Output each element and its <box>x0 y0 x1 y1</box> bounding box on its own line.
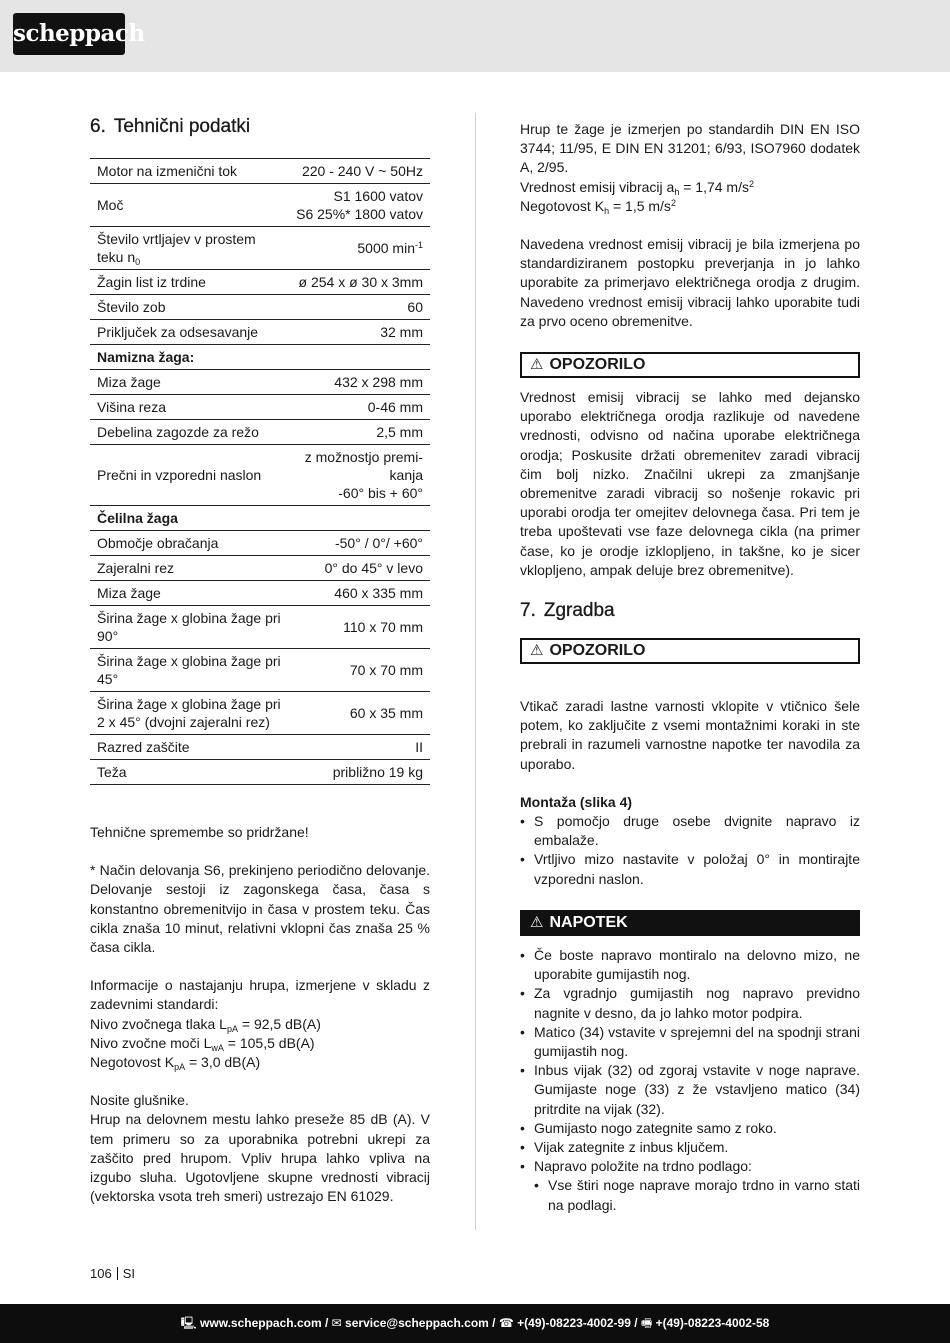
list-item: • Vijak zategnite z inbus ključem. <box>520 1138 860 1157</box>
spec-label: Število zob <box>90 295 289 320</box>
phone-icon: ☎ <box>498 1316 514 1330</box>
computer-icon: 🖳 <box>180 1316 197 1330</box>
spec-label: Območje obračanja <box>90 531 289 556</box>
spec-label: Širina žage x globina žage pri 45° <box>90 649 289 692</box>
ear-protection-note: Nosite glušnike. <box>90 1092 189 1109</box>
table-row <box>90 735 430 760</box>
spec-value: 60 <box>289 295 430 320</box>
spec-value: S1 1600 vatov S6 25%* 1800 vatov <box>289 184 430 227</box>
warning-icon: ⚠ <box>530 356 544 374</box>
spec-label: Teža <box>90 760 289 785</box>
table-row <box>90 420 430 445</box>
changes-note: Tehnične spremembe so pridržane! <box>90 824 309 840</box>
table-row <box>90 270 430 295</box>
vibration-emission-value: Vrednost emisij vibracij $a_h = 1,74$ $m/s^2$ <box>520 178 755 197</box>
s6-mode-note: * Način delovanja S6, prekinjeno periodično delovanje. Delovanje sestoji iz zagonskega časa, časa s konstantno obremenitvijo in časa v prostem teku. Čas cikla znaša 10 minut, relativni vklopni čas znaša 25 % časa cikla. <box>90 862 430 956</box>
table-row <box>90 345 430 370</box>
workplace-noise-note: Hrup na delovnem mestu lahko preseže 85 dB (A). V tem primeru so za uporabnika potrebni ukrepi za zaščito pred hrupom. Vpliv hrupa lahko vpliva na izgubo sluha. Ugotovljene skupne vrednosti vibracij (vektorska vsota treh smeri) ustrezajo EN 61029. <box>90 1111 430 1205</box>
table-row <box>90 556 430 581</box>
note-box: ⚠ NAPOTEK <box>520 910 860 936</box>
table-row <box>90 184 430 227</box>
table-section-heading: Namizna žaga: <box>90 345 430 370</box>
list-item: • Vse štiri noge naprave morajo trdno in varno stati na podlagi. <box>534 1176 860 1214</box>
spec-label: Žagin list iz trdine <box>90 270 289 295</box>
spec-label: Miza žage <box>90 370 289 395</box>
note-list <box>520 946 860 1176</box>
assembly-list <box>520 812 860 889</box>
spec-value: 2,5 mm <box>289 420 430 445</box>
vibration-uncertainty: Negotovost $K_h = 1,5$ $m/s^2$ <box>520 197 676 216</box>
section-7-title: 7. Zgradba <box>520 600 615 622</box>
spec-label: Priključek za odsesavanje <box>90 320 289 345</box>
list-item: • Matico (34) vstavite v sprejemni del na spodnji strani gumijastih nog. <box>520 1023 860 1061</box>
website-link[interactable]: www.scheppach.com / <box>200 1316 329 1330</box>
spec-label: Širina žage x globina žage pri 2 x 45° (dvojni zajeralni rez) <box>90 692 289 735</box>
spec-label: Število vrtljajev v prostem teku $n_0$ <box>90 227 289 270</box>
spec-label: Razred zaščite <box>90 735 289 760</box>
section-title-text: Tehnični podatki <box>113 116 251 137</box>
spec-value: 5000 $\min^{-1}$ <box>289 227 430 270</box>
spec-label: Širina žage x globina žage pri 90° <box>90 606 289 649</box>
scheppach-logo: scheppach <box>13 13 125 55</box>
table-row <box>90 606 430 649</box>
noise-measured-text: Hrup te žage je izmerjen po standardih DIN EN ISO 3744; 11/95, E DIN EN 31201; 6/93, ISO7960 dodatek A, 2/95. <box>520 121 860 176</box>
table-row <box>90 445 430 506</box>
mail-icon: ✉ <box>331 1316 342 1330</box>
list-item: • Vrtljivo mizo nastavite v položaj 0° in montirajte vzporedni naslon. <box>520 850 860 888</box>
table-row <box>90 295 430 320</box>
vibration-declared-text: Navedena vrednost emisij vibracij je bila izmerjena po standardiziranem postopku preverjanja in jo lahko uporabite za primerjavo električnega orodja z drugim. Navedeno vrednost emisij vibracij lahko uporabite tudi za prvo oceno obremenitve. <box>520 236 860 329</box>
spec-label: Prečni in vzporedni naslon <box>90 445 289 506</box>
spec-label: Višina reza <box>90 395 289 420</box>
list-item: • S pomočjo druge osebe dvignite napravo iz embalaže. <box>520 812 860 850</box>
warning-1-text: Vrednost emisij vibracij se lahko med dejansko uporabo električnega orodja razlikuje od navedene vrednosti, odvisno od načina uporabe električnega orodja; Poskusite držati obremenitev zaradi vibracij čim bolj nizko. Značilni ukrepi za zmanjšanje obremenitve zaradi vibracij so nošenje rokavic pri uporabi orodja ter omejitev delovnega časa. Pri tem je treba upoštevati vse faze delovnega cikla (na primer čase, ko je orodje izklopljeno, in takšne, ko je sicer vklopljeno, ampak deluje brez obremenitve). <box>520 389 860 578</box>
warning-box-2: ⚠ OPOZORILO <box>520 638 860 664</box>
fax-icon: 🖷 <box>640 1316 653 1330</box>
technical-data-table <box>90 158 430 785</box>
spec-value: II <box>289 735 430 760</box>
spec-value: 460 x 335 mm <box>289 581 430 606</box>
left-column <box>90 112 430 1206</box>
phone-number: +(49)-08223-4002-99 / <box>517 1316 638 1330</box>
spec-label: Moč <box>90 184 289 227</box>
spec-value: 60 x 35 mm <box>289 692 430 735</box>
note-sublist <box>520 1176 860 1214</box>
spec-value: 432 x 298 mm <box>289 370 430 395</box>
spec-label: Zajeralni rez <box>90 556 289 581</box>
plug-safety-text: Vtikač zaradi lastne varnosti vklopite v vtičnico šele potem, ko zaključite z vsemi montažnimi koraki in ste prebrali in razumeli varnostne napotke ter navodila za uporabo. <box>520 698 860 772</box>
spec-value: 70 x 70 mm <box>289 649 430 692</box>
table-row <box>90 581 430 606</box>
table-row <box>90 506 430 531</box>
spec-value: 32 mm <box>289 320 430 345</box>
assembly-title: Montaža (slika 4) <box>520 793 633 810</box>
sound-power-level: Nivo zvočne moči $L_{wA} = 105,5$ dB(A) <box>90 1034 315 1053</box>
table-row <box>90 531 430 556</box>
list-item: • Če boste napravo montiralo na delovno mizo, ne uporabite gumijastih nog. <box>520 946 860 984</box>
list-item: • Inbus vijak (32) od zgoraj vstavite v noge naprave. Gumijaste noge (33) z že vstavljeno matico (34) pritrdite na vijak (32). <box>520 1061 860 1119</box>
spec-value: 0° do 45° v levo <box>289 556 430 581</box>
list-item: • Napravo položite na trdno podlago: <box>520 1157 860 1176</box>
table-row <box>90 159 430 184</box>
spec-value: 110 x 70 mm <box>289 606 430 649</box>
table-row <box>90 227 430 270</box>
noise-intro: Informacije o nastajanju hrupa, izmerjene v skladu z zadevnimi standardi: <box>90 977 430 1013</box>
spec-value: z možnostjo premi- kanja -60° bis + 60° <box>289 445 430 506</box>
table-row <box>90 692 430 735</box>
warning-icon: ⚠ <box>530 913 544 931</box>
contact-footer <box>0 1304 950 1343</box>
column-divider <box>475 113 476 1230</box>
table-row <box>90 320 430 345</box>
email-link[interactable]: service@scheppach.com / <box>345 1316 496 1330</box>
sound-pressure-level: Nivo zvočnega tlaka $L_{pA} = 92,5$ dB(A) <box>90 1015 321 1034</box>
spec-value: 220 - 240 V ~ 50Hz <box>289 159 430 184</box>
spec-value: 0-46 mm <box>289 395 430 420</box>
section-6-title <box>90 116 430 138</box>
spec-label: Miza žage <box>90 581 289 606</box>
section-number: 6. <box>90 116 106 137</box>
spec-label: Debelina zagozde za režo <box>90 420 289 445</box>
page-header <box>0 0 950 72</box>
noise-uncertainty: Negotovost $K_{pA} = 3,0$ dB(A) <box>90 1054 261 1073</box>
table-row <box>90 760 430 785</box>
list-item: • Gumijasto nogo zategnite samo z roko. <box>520 1119 860 1138</box>
table-section-heading: Čelilna žaga <box>90 506 430 531</box>
table-row <box>90 395 430 420</box>
warning-icon: ⚠ <box>530 642 544 660</box>
page-number: 106 SI <box>90 1266 135 1281</box>
warning-box-1: ⚠ OPOZORILO <box>520 352 860 378</box>
list-item: • Za vgradnjo gumijastih nog napravo previdno nagnite v desno, da jo lahko motor podpira. <box>520 984 860 1022</box>
fax-number: +(49)-08223-4002-58 <box>655 1316 770 1330</box>
table-row <box>90 370 430 395</box>
table-row <box>90 649 430 692</box>
spec-label: Motor na izmenični tok <box>90 159 289 184</box>
spec-value: -50° / 0°/ +60° <box>289 531 430 556</box>
spec-value: približno 19 kg <box>289 760 430 785</box>
spec-value: ø 254 x ø 30 x 3mm <box>289 270 430 295</box>
right-column <box>520 120 860 1215</box>
